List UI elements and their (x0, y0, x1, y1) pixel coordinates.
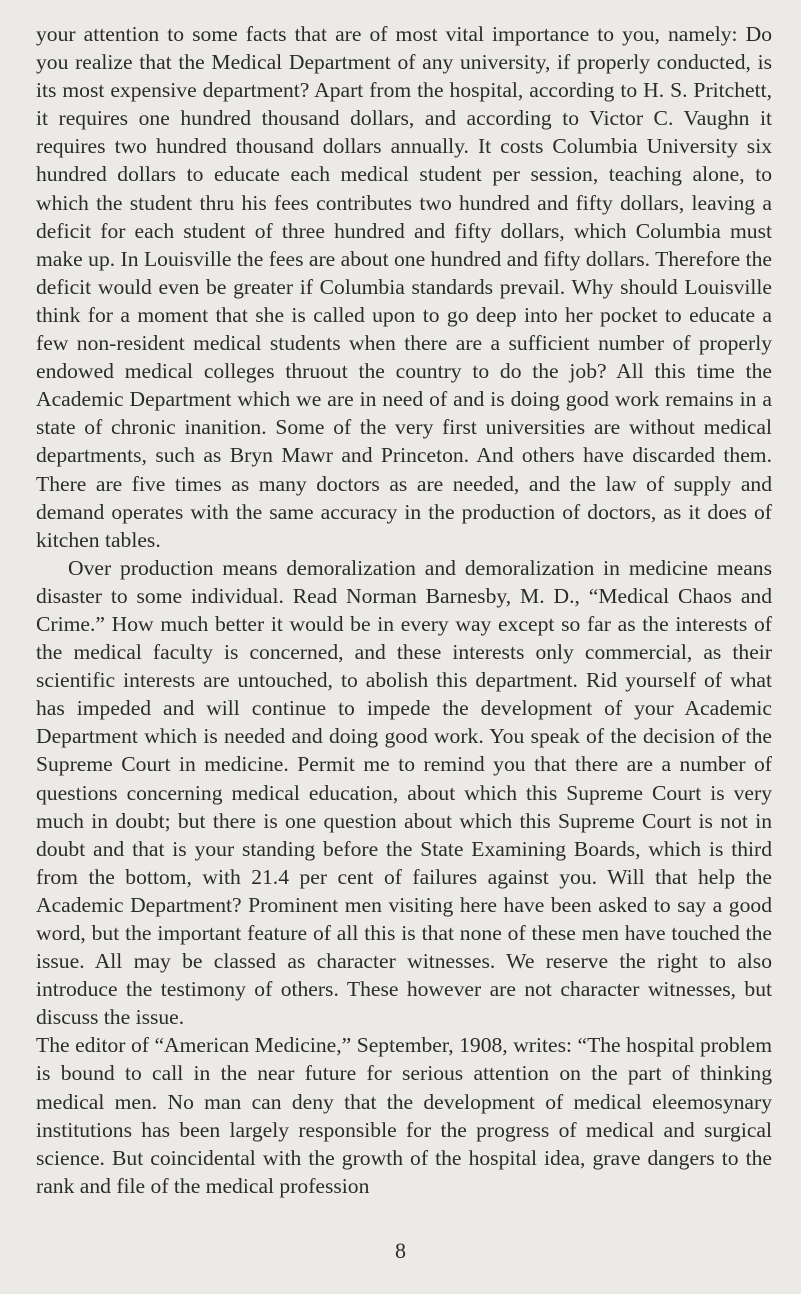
body-text (36, 20, 772, 1200)
page-number: 8 (395, 1238, 406, 1263)
paragraph-2: Over production means demoralization and demoralization in medicine means disaster to some individual. Read Norman Barnesby, M. D., “Medical Chaos and Crime.” How much better it would be in every way except so far as the interests of the medical faculty is concerned, and these interests only commercial, as their scientific interests are untouched, to abolish this department. Rid yourself of what has impeded and will continue to impede the development of your Academic Department which is needed and doing good work. You speak of the decision of the Supreme Court in medicine. Permit me to remind you that there are a number of questions concerning medical education, about which this Supreme Court is very much in doubt; but there is one question about which this Supreme Court is not in doubt and that is your standing before the State Examining Boards, which is third from the bottom, with 21.4 per cent of failures against you. Will that help the Academic Department? Prominent men visiting here have been asked to say a good word, but the important feature of all this is that none of these men have touched the issue. All may be classed as character witnesses. We reserve the right to also introduce the testimony of others. These however are not character witnesses, but discuss the issue. (36, 555, 772, 1030)
paragraph-3: The editor of “American Medicine,” September, 1908, writes: “The hospital problem is bound to call in the near future for serious attention on the part of thinking medical men. No man can deny that the development of medical eleemosynary institutions has been largely responsible for the progress of medical and surgical science. But coincidental with the growth of the hospital idea, grave dangers to the rank and file of the medical profession (36, 1033, 772, 1198)
paragraph-1: your attention to some facts that are of most vital importance to you, namely: Do you realize that the Medical Department of any university, if properly conducted, is its most expensive department? Apart from the hospital, according to H. S. Pritchett, it requires one hundred thousand dollars, and according to Victor C. Vaughn it requires two hundred thousand dollars annually. It costs Columbia University six hundred dollars to educate each medical student per session, teaching alone, to which the student thru his fees contributes two hundred and fifty dollars, leaving a deficit for each student of three hundred and fifty dollars, which Columbia must make up. In Louisville the fees are about one hundred and fifty dollars. Therefore the deficit would even be greater if Columbia standards prevail. Why should Louisville think for a moment that she is called upon to go deep into her pocket to educate a few non-resident medical students when there are a sufficient number of properly endowed medical colleges thruout the country to do the job? All this time the Academic Department which we are in need of and is doing good work remains in a state of chronic inanition. Some of the very first universities are without medical departments, such as Bryn Mawr and Princeton. And others have discarded them. There are five times as many doctors as are needed, and the law of supply and demand operates with the same accuracy in the production of doctors, as it does of kitchen tables. (36, 22, 772, 552)
